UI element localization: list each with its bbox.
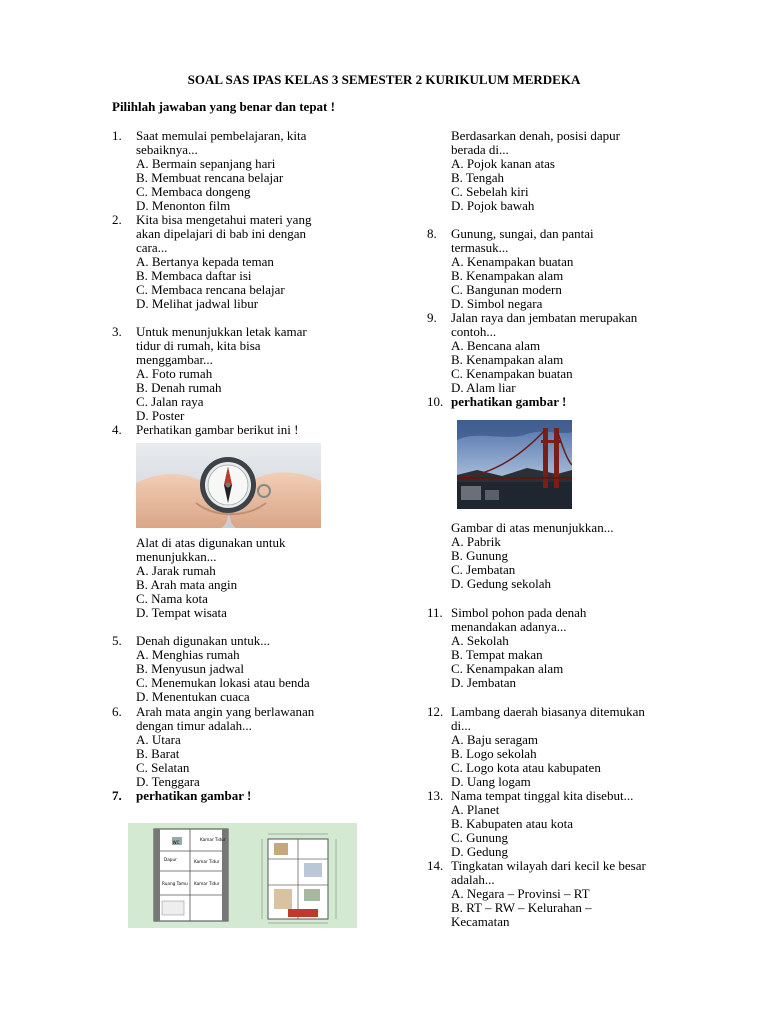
question-2-option-c: C. Membaca rencana belajar	[136, 282, 285, 297]
question-6-option-a: A. Utara	[136, 732, 181, 747]
bridge-image	[457, 420, 572, 509]
question-9-text: Jalan raya dan jembatan merupakan	[451, 310, 638, 325]
question-7-text-3: berada di...	[451, 142, 509, 157]
question-8-number: 8.	[427, 226, 437, 241]
question-14-number: 14.	[427, 858, 444, 873]
question-7-number: 7.	[112, 788, 122, 803]
question-2-text: Kita bisa mengetahui materi yang	[136, 212, 312, 227]
instruction: Pilihlah jawaban yang benar dan tepat !	[112, 99, 335, 114]
question-3-text-2: tidur di rumah, kita bisa	[136, 338, 261, 353]
question-9-option-d: D. Alam liar	[451, 380, 516, 395]
question-10-text-2: Gambar di atas menunjukkan...	[451, 520, 614, 535]
question-13-option-c: C. Gunung	[451, 830, 509, 845]
question-6-text: Arah mata angin yang berlawanan	[136, 704, 315, 719]
question-7-option-c: C. Sebelah kiri	[451, 184, 529, 199]
question-4-text-2: Alat di atas digunakan untuk	[136, 535, 286, 550]
question-5-option-c: C. Menemukan lokasi atau benda	[136, 675, 310, 690]
question-4-text-3: menunjukkan...	[136, 549, 217, 564]
question-4-text: Perhatikan gambar berikut ini !	[136, 422, 299, 437]
question-2-text-3: cara...	[136, 240, 168, 255]
question-13-number: 13.	[427, 788, 444, 803]
question-1-text-2: sebaiknya...	[136, 142, 198, 157]
question-6-option-b: B. Barat	[136, 746, 180, 761]
question-13-option-a: A. Planet	[451, 802, 500, 817]
question-1-option-d: D. Menonton film	[136, 198, 231, 213]
question-4-option-c: C. Nama kota	[136, 591, 208, 606]
question-1-option-c: C. Membaca dongeng	[136, 184, 251, 199]
question-14-text-2: adalah...	[451, 872, 495, 887]
question-11-option-a: A. Sekolah	[451, 633, 509, 648]
question-5-option-d: D. Menentukan cuaca	[136, 689, 250, 704]
question-6-text-2: dengan timur adalah...	[136, 718, 252, 733]
question-4-option-b: B. Arah mata angin	[136, 577, 238, 592]
question-6-option-d: D. Tenggara	[136, 774, 200, 789]
question-5-number: 5.	[112, 633, 122, 648]
plan-label-kamar-tidur-3: Kamar Tidur	[194, 881, 220, 886]
compass-image	[136, 443, 321, 528]
question-5-text: Denah digunakan untuk...	[136, 633, 270, 648]
question-3-number: 3.	[112, 324, 122, 339]
question-7-option-a: A. Pojok kanan atas	[451, 156, 555, 171]
question-8-text: Gunung, sungai, dan pantai	[451, 226, 594, 241]
question-13-option-d: D. Gedung	[451, 844, 509, 859]
question-6-number: 6.	[112, 704, 122, 719]
question-1-number: 1.	[112, 128, 122, 143]
question-11-text-2: menandakan adanya...	[451, 619, 567, 634]
question-5-option-a: A. Menghias rumah	[136, 647, 240, 662]
question-12-text: Lambang daerah biasanya ditemukan	[451, 704, 645, 719]
question-3-option-a: A. Foto rumah	[136, 366, 213, 381]
question-12-option-a: A. Baju seragam	[451, 732, 539, 747]
question-4-option-d: D. Tempat wisata	[136, 605, 227, 620]
question-3-option-d: D. Poster	[136, 408, 185, 423]
question-14-text: Tingkatan wilayah dari kecil ke besar	[451, 858, 646, 873]
question-10-number: 10.	[427, 394, 444, 409]
plan-label-kamar-tidur-1: Kamar Tidur	[200, 837, 226, 842]
question-12-option-b: B. Logo sekolah	[451, 746, 537, 761]
question-10-option-a: A. Pabrik	[451, 534, 501, 549]
question-8-option-b: B. Kenampakan alam	[451, 268, 564, 283]
question-3-text: Untuk menunjukkan letak kamar	[136, 324, 307, 339]
question-9-option-b: B. Kenampakan alam	[451, 352, 564, 367]
question-13-text: Nama tempat tinggal kita disebut...	[451, 788, 634, 803]
question-5-option-b: B. Menyusun jadwal	[136, 661, 244, 676]
question-12-text-2: di...	[451, 718, 471, 733]
question-9-option-c: C. Kenampakan buatan	[451, 366, 573, 381]
question-12-number: 12.	[427, 704, 444, 719]
plan-label-wc: WC	[172, 840, 180, 845]
question-2-option-a: A. Bertanya kepada teman	[136, 254, 274, 269]
question-8-text-2: termasuk...	[451, 240, 509, 255]
question-8-option-d: D. Simbol negara	[451, 296, 543, 311]
question-2-option-b: B. Membaca daftar isi	[136, 268, 252, 283]
question-13-option-b: B. Kabupaten atau kota	[451, 816, 574, 831]
question-14-option-b: B. RT – RW – Kelurahan –	[451, 900, 592, 915]
question-1-option-b: B. Membuat rencana belajar	[136, 170, 284, 185]
question-1-option-a: A. Bermain sepanjang hari	[136, 156, 276, 171]
plan-label-kamar-tidur-2: Kamar Tidur	[194, 859, 220, 864]
plan-label-dapur: Dapur	[164, 857, 177, 862]
question-7-text: perhatikan gambar !	[136, 788, 252, 803]
question-10-option-b: B. Gunung	[451, 548, 509, 563]
house-floor-plan-image	[128, 823, 357, 928]
question-2-option-d: D. Melihat jadwal libur	[136, 296, 259, 311]
question-2-text-2: akan dipelajari di bab ini dengan	[136, 226, 307, 241]
question-4-option-a: A. Jarak rumah	[136, 563, 216, 578]
question-14-option-a: A. Negara – Provinsi – RT	[451, 886, 590, 901]
question-1-text: Saat memulai pembelajaran, kita	[136, 128, 307, 143]
question-11-number: 11.	[427, 605, 443, 620]
question-3-option-b: B. Denah rumah	[136, 380, 222, 395]
question-11-option-d: D. Jembatan	[451, 675, 516, 690]
question-3-text-3: menggambar...	[136, 352, 213, 367]
question-7-option-d: D. Pojok bawah	[451, 198, 535, 213]
question-10-option-c: C. Jembatan	[451, 562, 516, 577]
question-11-option-c: C. Kenampakan alam	[451, 661, 564, 676]
question-9-text-2: contoh...	[451, 324, 497, 339]
question-8-option-c: C. Bangunan modern	[451, 282, 562, 297]
question-8-option-a: A. Kenampakan buatan	[451, 254, 574, 269]
question-7-option-b: B. Tengah	[451, 170, 505, 185]
question-10-option-d: D. Gedung sekolah	[451, 576, 552, 591]
question-12-option-c: C. Logo kota atau kabupaten	[451, 760, 601, 775]
question-3-option-c: C. Jalan raya	[136, 394, 204, 409]
question-9-option-a: A. Bencana alam	[451, 338, 541, 353]
plan-label-ruang-tamu: Ruang Tamu	[162, 881, 188, 886]
question-11-option-b: B. Tempat makan	[451, 647, 543, 662]
question-12-option-d: D. Uang logam	[451, 774, 531, 789]
question-6-option-c: C. Selatan	[136, 760, 190, 775]
question-4-number: 4.	[112, 422, 122, 437]
question-14-option-b-cont: Kecamatan	[451, 914, 510, 929]
page-title: SOAL SAS IPAS KELAS 3 SEMESTER 2 KURIKULUM MERDEKA	[187, 72, 581, 87]
question-9-number: 9.	[427, 310, 437, 325]
question-10-text: perhatikan gambar !	[451, 394, 567, 409]
question-7-text-2: Berdasarkan denah, posisi dapur	[451, 128, 620, 143]
question-11-text: Simbol pohon pada denah	[451, 605, 587, 620]
question-2-number: 2.	[112, 212, 122, 227]
